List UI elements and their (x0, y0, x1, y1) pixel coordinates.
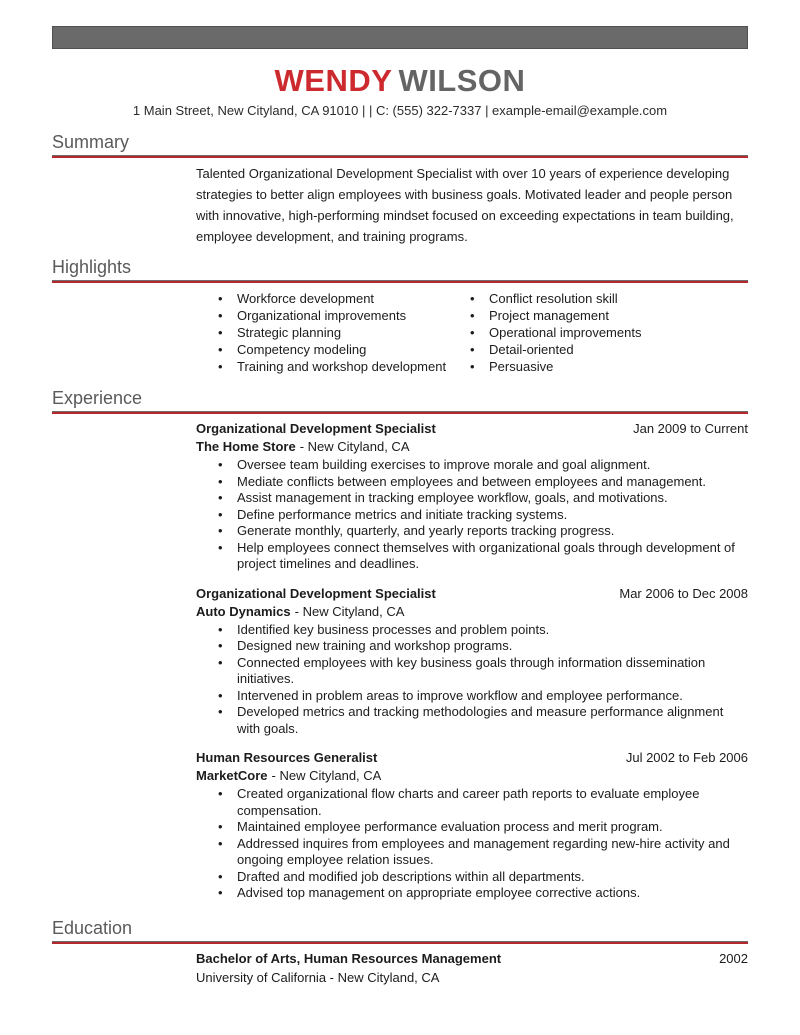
company-location: - New Cityland, CA (299, 439, 410, 454)
company-line (196, 438, 748, 455)
education-rule (52, 941, 748, 944)
job-bullet: • Define performance metrics and initiate tracking systems. (196, 507, 742, 524)
highlights-rule (52, 280, 748, 283)
job-bullet: • Addressed inquires from employees and management regarding new-hire activity and ongoing employee relation issues. (196, 836, 742, 869)
company-location: - New Cityland, CA (271, 768, 382, 783)
job-bullet: • Developed metrics and tracking methodologies and measure performance alignment with goals. (196, 704, 742, 737)
job-title: Organizational Development Specialist (196, 421, 436, 436)
contact-line: 1 Main Street, New Cityland, CA 91010 | | C: (555) 322-7337 | example-email@example.com (132, 103, 668, 118)
job-bullet: • Maintained employee performance evaluation process and merit program. (196, 819, 742, 836)
job-bullet: • Generate monthly, quarterly, and yearly reports tracking progress. (196, 523, 742, 540)
company-name: Auto Dynamics (196, 603, 291, 619)
job-bullet-list (196, 786, 748, 902)
job-bullet: • Connected employees with key business goals through information dissemination initiatives. (196, 655, 742, 688)
last-name: WILSON (398, 63, 526, 98)
highlights-columns (196, 290, 748, 375)
job-bullet: • Intervened in problem areas to improve workflow and employee performance. (196, 688, 742, 705)
job-entry-1 (196, 420, 748, 573)
job-header (196, 420, 748, 437)
summary-heading: Summary (52, 132, 130, 152)
section-highlights (52, 257, 748, 375)
highlight-item: • Organizational improvements (196, 307, 448, 324)
job-title: Human Resources Generalist (196, 750, 378, 765)
summary-text: Talented Organizational Development Specialist with over 10 years of experience developing strategies to better align employees with business goals. Motivated leader and people person with innovative, high-performing mindset focused on exceeding expectations in team building, employee development, and training programs. (196, 166, 734, 244)
highlight-item: • Operational improvements (448, 324, 641, 341)
highlight-item: • Detail-oriented (448, 341, 641, 358)
section-experience (52, 388, 748, 902)
job-bullet: • Help employees connect themselves with organizational goals through development of project timelines and deadlines. (196, 540, 742, 573)
summary-rule (52, 155, 748, 158)
company-line (196, 767, 748, 784)
job-bullet: • Assist management in tracking employee workflow, goals, and motivations. (196, 490, 742, 507)
first-name: WENDY (274, 63, 393, 98)
company-location: - New Cityland, CA (294, 603, 405, 619)
company-line (196, 603, 748, 620)
job-header (196, 585, 748, 602)
highlight-item: • Strategic planning (196, 324, 448, 341)
job-bullet: • Oversee team building exercises to improve morale and goal alignment. (196, 457, 742, 474)
highlights-column-2 (448, 290, 641, 375)
school: University of California - New Cityland, CA (196, 969, 440, 985)
job-bullet: • Drafted and modified job descriptions within all departments. (196, 869, 742, 886)
job-dates: Jan 2009 to Current (633, 421, 748, 436)
job-title: Organizational Development Specialist (196, 585, 436, 601)
highlights-heading: Highlights (52, 257, 132, 277)
job-bullet-list (196, 622, 748, 738)
job-bullet: • Identified key business processes and problem points. (196, 622, 742, 639)
education-year: 2002 (719, 950, 748, 966)
job-entry-2 (196, 585, 748, 738)
degree: Bachelor of Arts, Human Resources Management (196, 950, 502, 966)
header-bar (52, 26, 748, 49)
company-name: MarketCore (196, 768, 268, 783)
job-bullet: • Mediate conflicts between employees and between employees and management. (196, 474, 742, 491)
education-entry (196, 950, 748, 986)
job-dates: Mar 2006 to Dec 2008 (619, 585, 748, 601)
education-heading: Education (52, 917, 133, 938)
experience-rule (52, 411, 748, 414)
highlight-item: • Training and workshop development (196, 358, 448, 375)
job-dates: Jul 2002 to Feb 2006 (625, 750, 748, 765)
job-bullet: • Created organizational flow charts and career path reports to evaluate employee compensation. (196, 786, 742, 819)
candidate-name (52, 64, 748, 98)
highlight-item: • Persuasive (448, 358, 641, 375)
section-summary (52, 132, 748, 247)
section-education (52, 918, 748, 986)
education-header (196, 950, 748, 967)
highlight-item: • Conflict resolution skill (448, 290, 641, 307)
highlight-item: • Project management (448, 307, 641, 324)
company-name: The Home Store (196, 439, 296, 454)
job-bullet: • Advised top management on appropriate employee corrective actions. (196, 885, 742, 902)
experience-heading: Experience (52, 388, 143, 408)
job-bullet: • Designed new training and workshop programs. (196, 638, 742, 655)
job-entry-3 (196, 749, 748, 902)
highlight-item: • Workforce development (196, 290, 448, 307)
job-header (196, 749, 748, 766)
highlights-column-1 (196, 290, 448, 375)
job-bullet-list (196, 457, 748, 573)
highlight-item: • Competency modeling (196, 341, 448, 358)
